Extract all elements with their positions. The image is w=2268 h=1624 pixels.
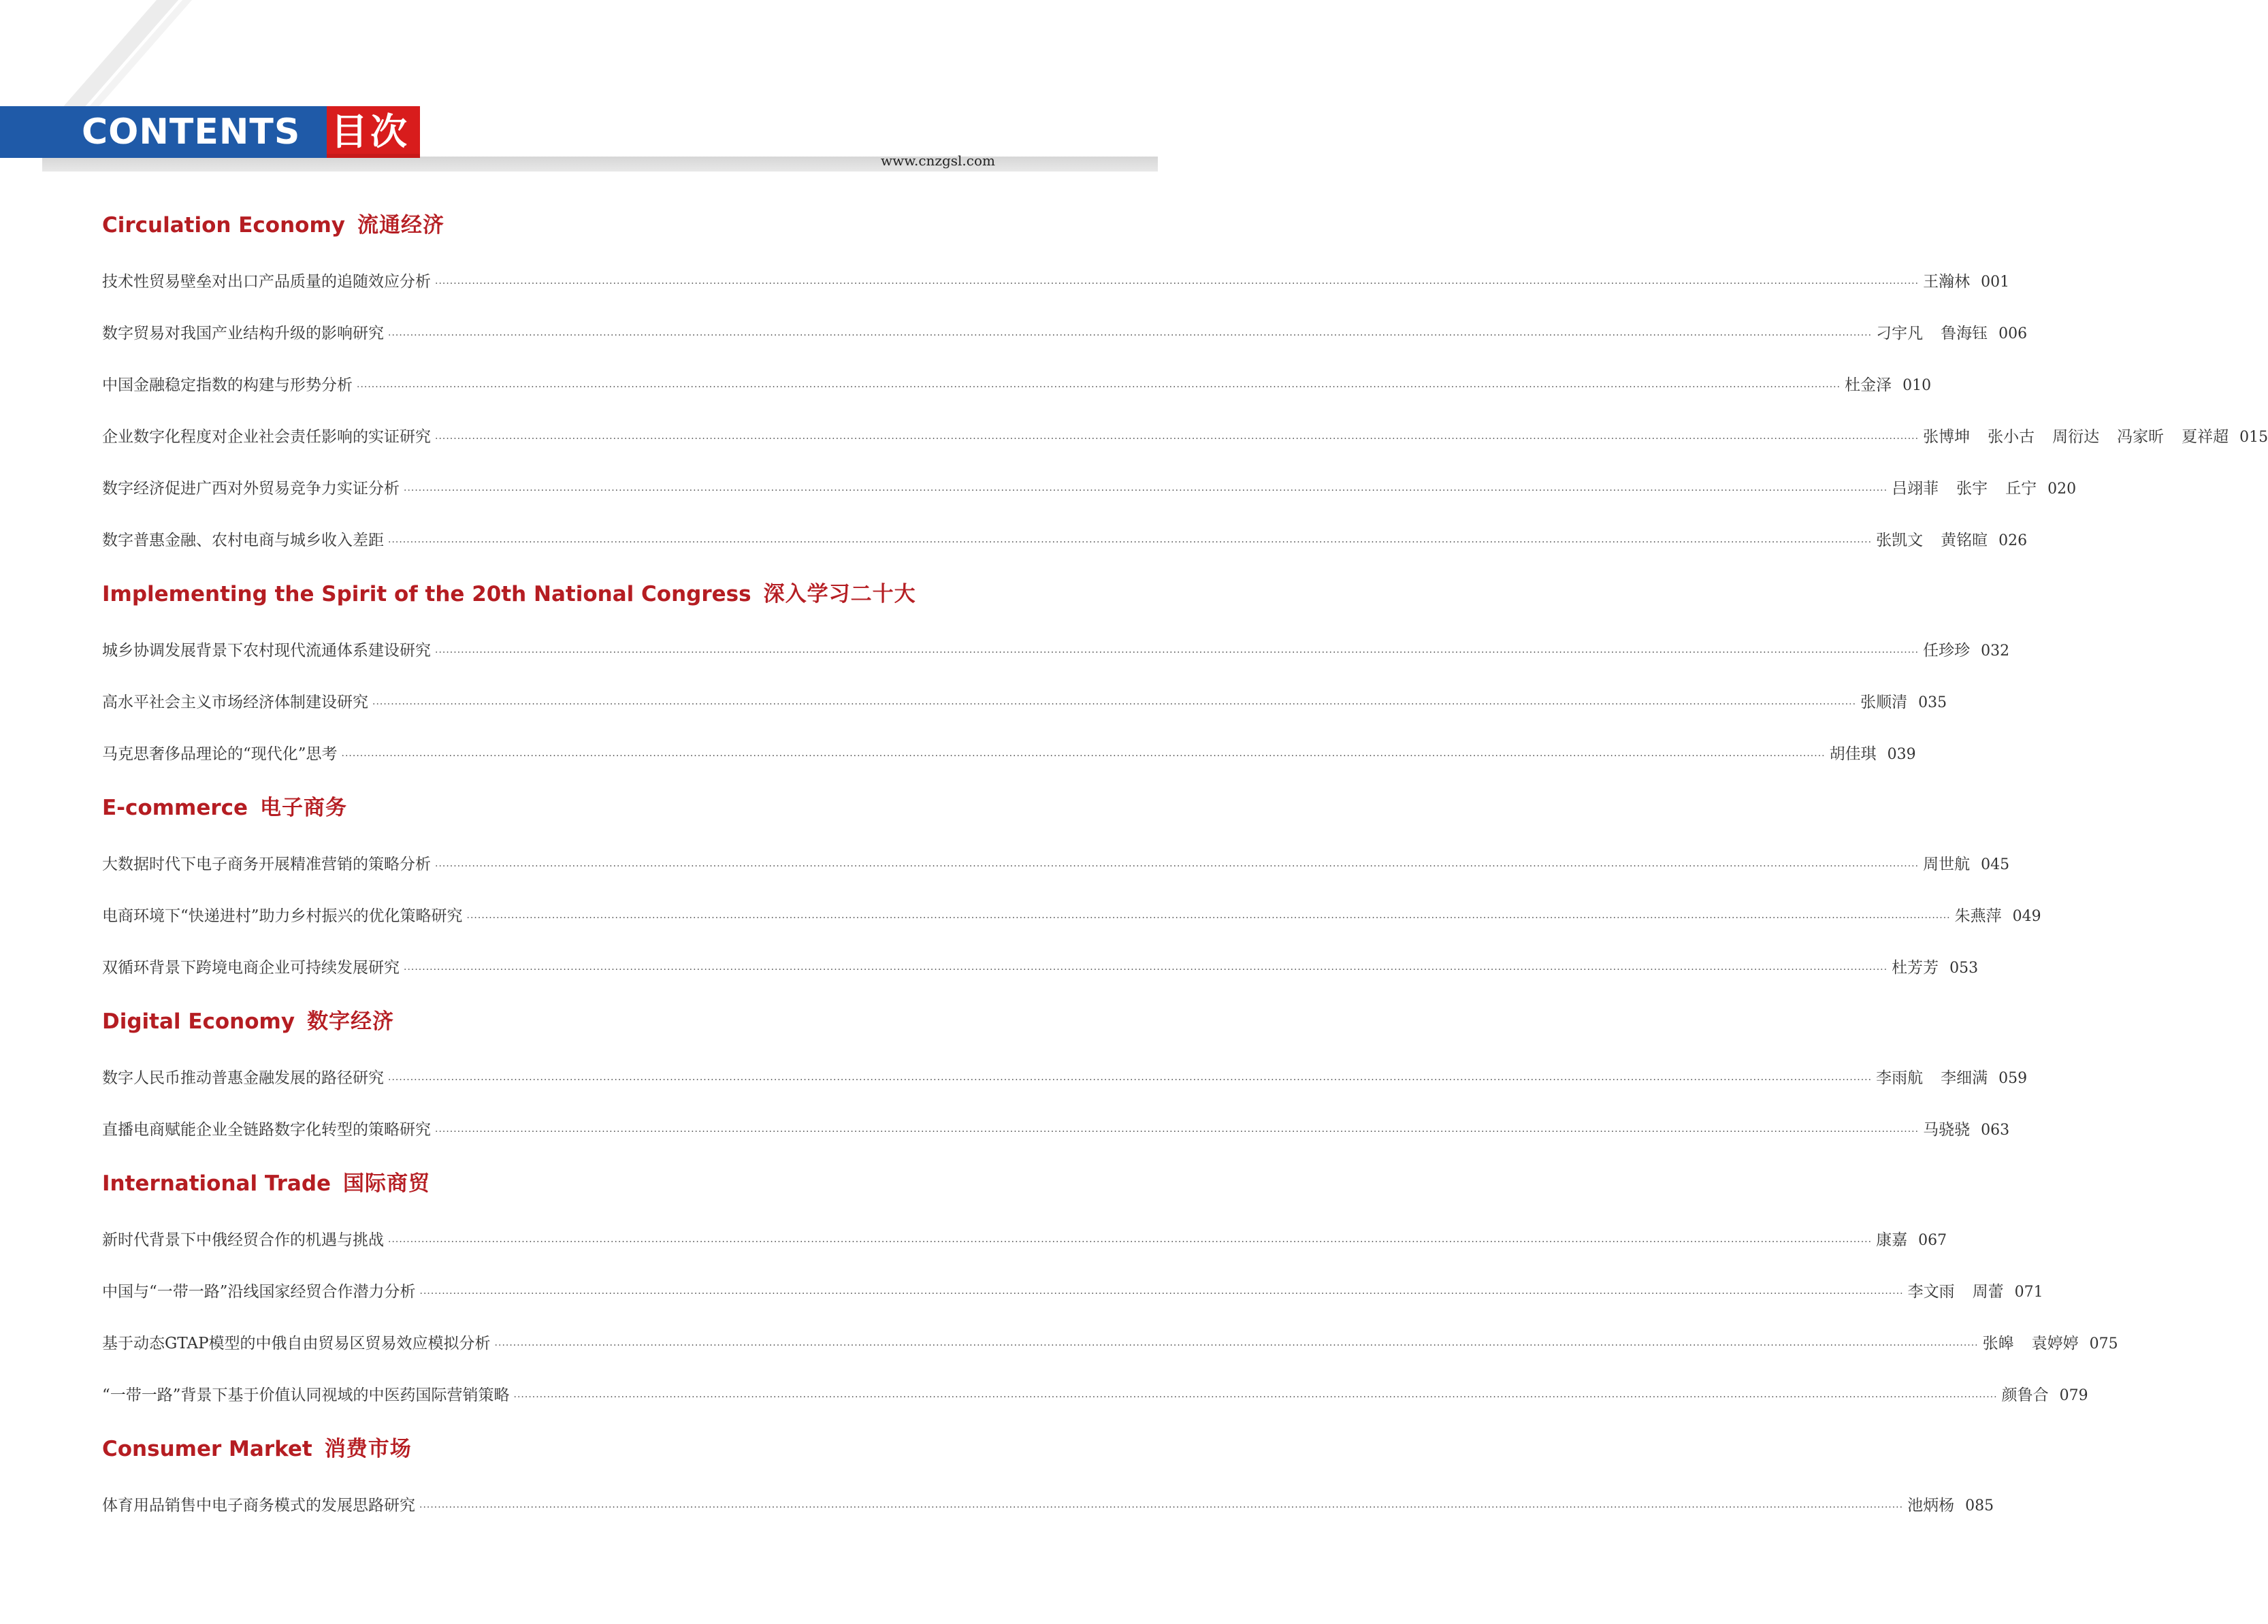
toc-entry[interactable] (102, 411, 2268, 463)
toc-entry[interactable] (102, 942, 1979, 994)
article-authors (1907, 1480, 1954, 1531)
page-number: 039 (1887, 746, 1916, 763)
author-name: 张凯文 (1876, 532, 1924, 549)
page-number: 006 (1998, 325, 2028, 342)
section-title-zh: 国际商贸 (343, 1171, 431, 1196)
author-name: 杜金泽 (1845, 376, 1892, 394)
dot-leader: ················································································································································································································································································································································································································ (435, 1126, 1919, 1137)
dot-leader: ················································································································································································································································································································································································································ (466, 913, 1951, 924)
article-authors (1908, 1266, 2004, 1318)
article-title[interactable]: 城乡协调发展背景下农村现代流通体系建设研究 (102, 642, 431, 660)
toc-entry[interactable] (102, 677, 1947, 728)
toc-entry[interactable] (102, 1104, 2010, 1156)
page-number: 079 (2059, 1387, 2088, 1404)
author-name: 李文雨 (1907, 1283, 1955, 1301)
section-title-zh: 深入学习二十大 (763, 582, 916, 606)
author-name: 胡佳琪 (1829, 745, 1877, 763)
page-number: 045 (1981, 856, 2010, 873)
dot-leader: ················································································································································································································································································································································································································ (494, 1340, 1979, 1351)
section-title (102, 1164, 1035, 1203)
dot-leader: ················································································································································································································································································································································································································ (388, 330, 1873, 341)
toc-entry[interactable] (102, 1480, 1994, 1531)
dot-leader: ················································································································································································································································································································································································································ (357, 382, 1841, 393)
article-title[interactable]: 数字人民币推动普惠金融发展的路径研究 (102, 1069, 384, 1087)
section-title (102, 788, 1035, 828)
contents-title-zh: 目次 (331, 110, 410, 153)
contents-title-en: CONTENTS (82, 112, 301, 152)
article-title[interactable]: “一带一路”背景下基于价值认同视域的中医药国际营销策略 (102, 1386, 510, 1404)
article-authors (2002, 1369, 2049, 1421)
article-authors (1955, 890, 2002, 942)
author-name: 李细满 (1941, 1069, 1988, 1087)
article-title[interactable]: 技术性贸易壁垒对出口产品质量的追随效应分析 (102, 273, 431, 291)
article-authors (1876, 515, 1988, 566)
dot-leader: ················································································································································································································································································································································································································ (404, 964, 1888, 975)
article-authors (1876, 1052, 1988, 1104)
table-of-contents (102, 197, 2268, 1531)
dot-leader: ················································································································································································································································································································································································································ (435, 647, 1919, 658)
author-name: 杜芳芳 (1892, 959, 1939, 977)
article-title[interactable]: 马克思奢侈品理论的“现代化”思考 (102, 745, 338, 763)
author-name: 丘宁 (2005, 480, 2037, 498)
dot-leader: ················································································································································································································································································································································································································ (388, 537, 1873, 548)
author-name: 周世航 (1923, 856, 1971, 873)
toc-entry[interactable] (102, 1318, 2118, 1369)
author-name: 张博坤 (1923, 428, 1971, 446)
article-title[interactable]: 双循环背景下跨境电商企业可持续发展研究 (102, 959, 400, 977)
toc-entry[interactable] (102, 515, 2028, 566)
toc-entry[interactable] (102, 1214, 1947, 1266)
page-number: 032 (1981, 643, 2010, 660)
toc-entry[interactable] (102, 1052, 2028, 1104)
article-title[interactable]: 电商环境下“快递进村”助力乡村振兴的优化策略研究 (102, 907, 463, 925)
page-number: 075 (2089, 1335, 2118, 1352)
author-name: 张皞 (1982, 1335, 2014, 1352)
dot-leader: ················································································································································································································································································································································································································ (419, 1502, 1904, 1513)
section-title (102, 206, 1035, 245)
author-name: 张宇 (1956, 480, 1988, 498)
section-title-en: International Trade (102, 1171, 331, 1196)
article-title[interactable]: 高水平社会主义市场经济体制建设研究 (102, 694, 368, 711)
section-title (102, 1429, 1035, 1469)
section-title-en: Digital Economy (102, 1009, 295, 1034)
dot-leader: ················································································································································································································································································································································································································ (419, 1288, 1904, 1299)
article-authors (1923, 1104, 1970, 1156)
article-authors (1923, 256, 1970, 308)
site-url[interactable]: www.cnzgsl.com (881, 152, 995, 169)
page-number: 067 (1918, 1232, 1947, 1249)
toc-entry[interactable] (102, 463, 2077, 515)
article-title[interactable]: 中国金融稳定指数的构建与形势分析 (102, 376, 353, 394)
dot-leader: ················································································································································································································································································································································································································ (388, 1237, 1873, 1248)
article-authors (1923, 625, 1970, 677)
article-title[interactable]: 新时代背景下中俄经贸合作的机遇与挑战 (102, 1231, 384, 1249)
article-authors (1892, 942, 1939, 994)
article-authors (1845, 359, 1892, 411)
section-title (102, 574, 1035, 614)
author-name: 刁宇凡 (1876, 325, 1924, 342)
toc-entry[interactable] (102, 839, 2010, 890)
dot-leader: ················································································································································································································································································································································································································ (435, 278, 1919, 289)
section-title-zh: 流通经济 (357, 213, 444, 238)
article-title[interactable]: 数字经济促进广西对外贸易竞争力实证分析 (102, 480, 400, 498)
author-name: 任珍珍 (1923, 642, 1971, 660)
article-title[interactable]: 基于动态GTAP模型的中俄自由贸易区贸易效应模拟分析 (102, 1335, 491, 1352)
author-name: 周衍达 (2052, 428, 2100, 446)
toc-entry[interactable] (102, 256, 2010, 308)
section-title-en: Consumer Market (102, 1437, 312, 1461)
section-title-zh: 数字经济 (307, 1009, 395, 1034)
article-title[interactable]: 中国与“一带一路”沿线国家经贸合作潜力分析 (102, 1283, 416, 1301)
dot-leader: ················································································································································································································································································································································································································ (372, 699, 1857, 710)
article-title[interactable]: 数字贸易对我国产业结构升级的影响研究 (102, 325, 384, 342)
author-name: 马骁骁 (1923, 1121, 1971, 1139)
page-number: 001 (1981, 274, 2010, 291)
page-number: 035 (1918, 694, 1947, 711)
page-number: 026 (1998, 532, 2028, 549)
author-name: 张小古 (1988, 428, 2035, 446)
article-title[interactable]: 体育用品销售中电子商务模式的发展思路研究 (102, 1497, 415, 1514)
page-number: 059 (1998, 1070, 2028, 1087)
toc-entry[interactable] (102, 890, 2041, 942)
author-name: 黄铭暄 (1941, 532, 1988, 549)
author-name: 池炳杨 (1907, 1497, 1955, 1514)
dot-leader: ················································································································································································································································································································································································································ (341, 751, 1826, 762)
article-authors (1830, 728, 1877, 780)
author-name: 夏祥超 (2182, 428, 2229, 446)
author-name: 鲁海钰 (1941, 325, 1988, 342)
toc-entry[interactable] (102, 625, 2010, 677)
author-name: 朱燕萍 (1954, 907, 2002, 925)
article-title[interactable]: 企业数字化程度对企业社会责任影响的实证研究 (102, 428, 431, 446)
author-name: 康嘉 (1876, 1231, 1908, 1249)
article-authors (1876, 308, 1988, 359)
page-number: 085 (1965, 1497, 1994, 1514)
author-name: 周蕾 (1972, 1283, 2004, 1301)
page-number: 063 (1981, 1122, 2010, 1139)
dot-leader: ················································································································································································································································································································································································································ (388, 1075, 1873, 1086)
article-title[interactable]: 大数据时代下电子商务开展精准营销的策略分析 (102, 856, 431, 873)
article-authors (1983, 1318, 2079, 1369)
section-title-en: E-commerce (102, 796, 248, 820)
page-number: 053 (1949, 960, 1979, 977)
section-title (102, 1002, 1035, 1041)
dot-leader: ················································································································································································································································································································································································································ (404, 485, 1888, 496)
toc-entry[interactable] (102, 1369, 2088, 1421)
author-name: 颜鲁合 (2001, 1386, 2049, 1404)
author-name: 吕翊菲 (1892, 480, 1939, 498)
dot-leader: ················································································································································································································································································································································································································ (435, 434, 1919, 444)
author-name: 张顺清 (1860, 694, 1908, 711)
section-title-en: Implementing the Spirit of the 20th National Congress (102, 582, 751, 606)
article-authors (1923, 839, 1970, 890)
page-number: 020 (2047, 481, 2077, 498)
article-authors (1923, 411, 2229, 463)
article-title[interactable]: 数字普惠金融、农村电商与城乡收入差距 (102, 532, 384, 549)
article-authors (1892, 463, 2037, 515)
dot-leader: ················································································································································································································································································································································································································ (513, 1392, 1998, 1403)
section-title-en: Circulation Economy (102, 213, 345, 238)
author-name: 冯家昕 (2117, 428, 2165, 446)
article-authors (1876, 1214, 1907, 1266)
toc-entry[interactable] (102, 359, 1932, 411)
author-name: 王瀚林 (1923, 273, 1971, 291)
toc-entry[interactable] (102, 308, 2028, 359)
author-name: 袁婷婷 (2031, 1335, 2079, 1352)
page-number: 071 (2014, 1284, 2043, 1301)
page-number: 015 (2239, 429, 2268, 446)
article-title[interactable]: 直播电商赋能企业全链路数字化转型的策略研究 (102, 1121, 431, 1139)
toc-entry[interactable] (102, 728, 1916, 780)
page-number: 049 (2012, 908, 2041, 925)
page-number: 010 (1902, 377, 1932, 394)
author-name: 李雨航 (1876, 1069, 1924, 1087)
section-title-zh: 消费市场 (324, 1437, 412, 1461)
article-authors (1860, 677, 1907, 728)
toc-entry[interactable] (102, 1266, 2043, 1318)
dot-leader: ················································································································································································································································································································································································································ (435, 861, 1919, 872)
section-title-zh: 电子商务 (260, 796, 348, 820)
